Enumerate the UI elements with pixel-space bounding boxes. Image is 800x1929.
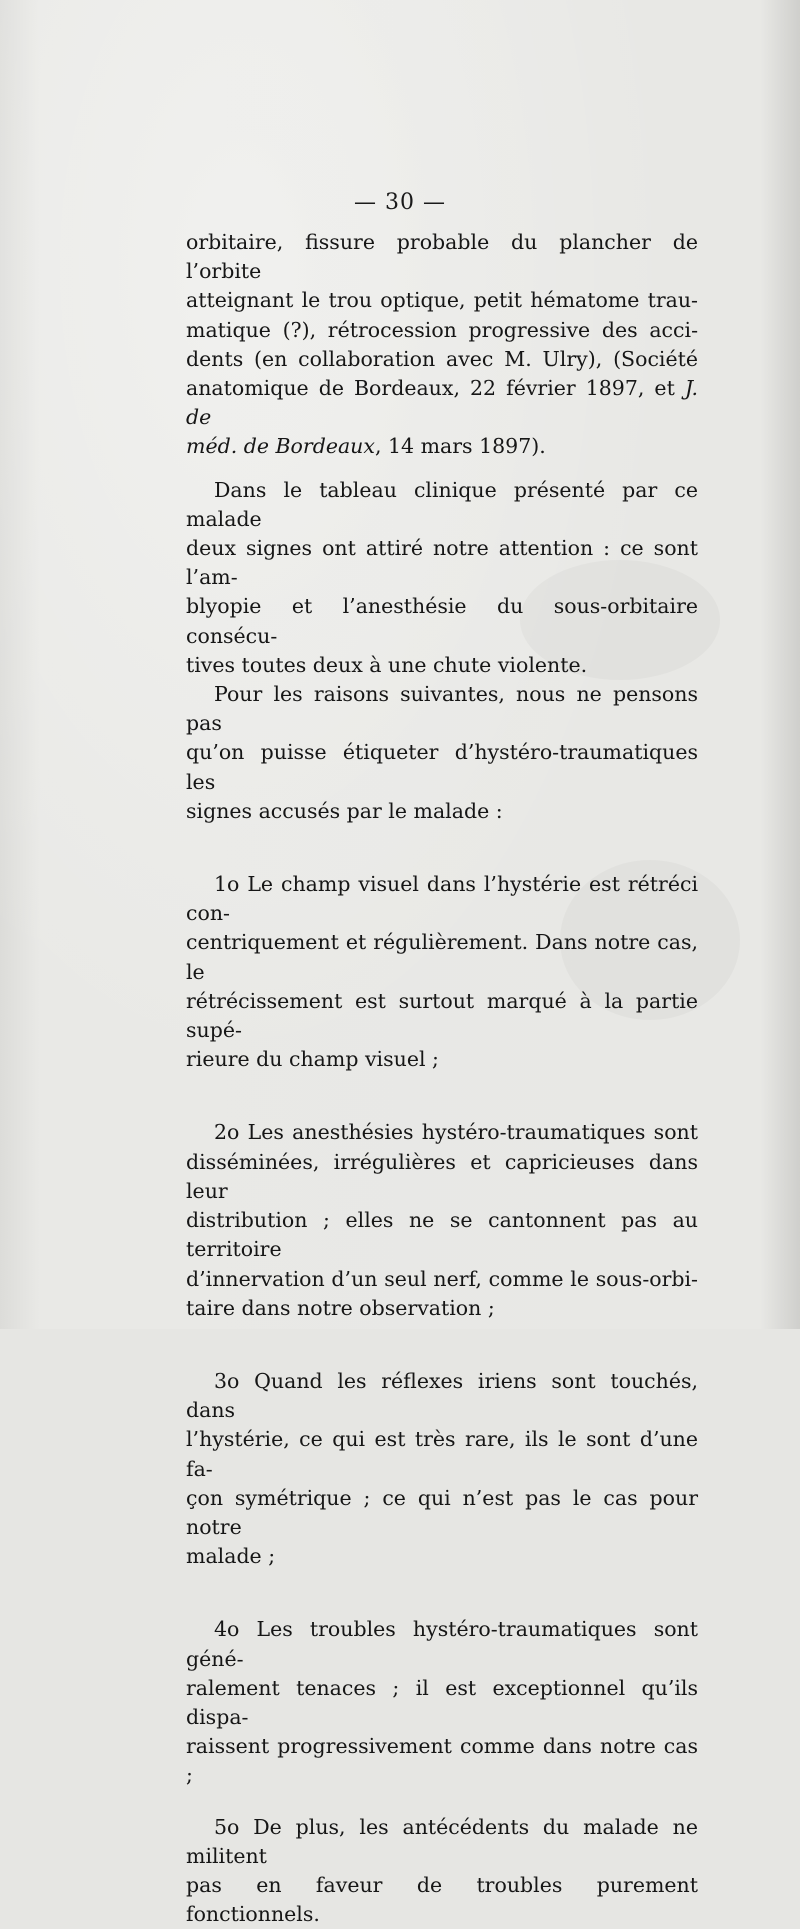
- text-line: [186, 374, 698, 432]
- text-line: taire dans notre observation ;: [186, 1295, 495, 1320]
- text-line: raissent progressivement comme dans notre cas ;: [186, 1734, 698, 1788]
- text-line: ralement tenaces ; il est exceptionnel qu’ils dispa-: [186, 1675, 698, 1729]
- text-line: deux signes ont attiré notre attention : ce sont l’am-: [186, 536, 698, 590]
- paragraph-point-4: [186, 1615, 698, 1790]
- journal-title-part: méd. de Bordeaux: [186, 434, 375, 459]
- text-line: d’innervation d’un seul nerf, comme le sous-orbi-: [186, 1266, 698, 1291]
- paragraph-point-3: [186, 1367, 698, 1571]
- paragraph-signs: [186, 476, 698, 680]
- text-line: pas en faveur de troubles purement fonctionnels.: [186, 1872, 698, 1927]
- text-line: 3o Quand les réflexes iriens sont touchés, dans: [186, 1368, 698, 1423]
- text-line: malade ;: [186, 1544, 276, 1569]
- text-line: l’hystérie, ce qui est très rare, ils le sont d’une fa-: [186, 1427, 698, 1481]
- text-fragment: , 14 mars 1897).: [374, 434, 546, 459]
- body-text: [186, 228, 698, 1929]
- text-line: dents (en collaboration avec M. Ulry), (Société: [186, 346, 698, 371]
- paragraph-point-1: [186, 870, 698, 1074]
- text-line: rétrécissement est surtout marqué à la partie supé-: [186, 988, 698, 1043]
- text-line: tives toutes deux à une chute violente.: [186, 652, 588, 677]
- text-line: matique (?), rétrocession progressive des acci-: [186, 317, 698, 342]
- text-line: disséminées, irrégulières et capricieuses dans leur: [186, 1149, 698, 1203]
- text-line: blyopie et l’anesthésie du sous-orbitaire consécu-: [186, 594, 698, 648]
- text-line: 1o Le champ visuel dans l’hystérie est rétréci con-: [186, 872, 698, 926]
- text-line: Pour les raisons suivantes, nous ne pensons pas: [186, 682, 698, 736]
- text-line: centriquement et régulièrement. Dans notre cas, le: [186, 930, 698, 984]
- page-number: — 30 —: [354, 190, 446, 215]
- paragraph-case-summary: [186, 228, 698, 462]
- text-line: orbitaire, fissure probable du plancher de l’orbite: [186, 230, 698, 284]
- text-line: 2o Les anesthésies hystéro-traumatiques sont: [214, 1120, 698, 1145]
- paragraph-point-2: [186, 1118, 698, 1322]
- text-line: [186, 432, 698, 461]
- text-line: qu’on puisse étiqueter d’hystéro-traumatiques les: [186, 740, 698, 794]
- paragraph-reasons: [186, 680, 698, 826]
- text-line: 5o De plus, les antécédents du malade ne militent: [186, 1814, 698, 1868]
- journal-title-part: J. de: [186, 376, 698, 430]
- text-line: signes accusés par le malade :: [186, 798, 503, 823]
- text-line: rieure du champ visuel ;: [186, 1047, 439, 1072]
- paragraph-point-5: [186, 1813, 698, 1929]
- text-line: çon symétrique ; ce qui n’est pas le cas pour notre: [186, 1485, 698, 1539]
- text-line: 4o Les troubles hystéro-traumatiques sont géné-: [186, 1617, 698, 1671]
- text-line: distribution ; elles ne se cantonnent pas au territoire: [186, 1208, 698, 1262]
- text-line: atteignant le trou optique, petit hématome trau-: [186, 288, 698, 313]
- text-fragment: anatomique de Bordeaux, 22 février 1897, et: [186, 376, 685, 401]
- text-line: Dans le tableau clinique présenté par ce malade: [186, 477, 698, 531]
